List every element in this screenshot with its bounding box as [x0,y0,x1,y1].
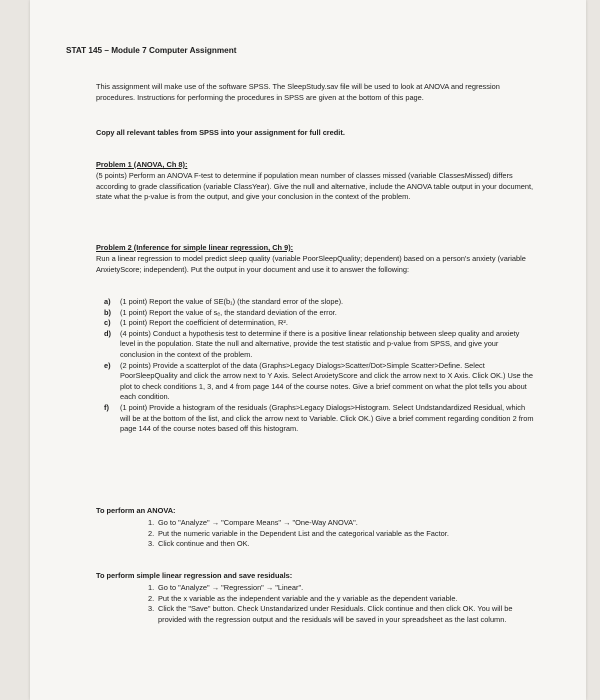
problem2-item-e: e) (2 points) Provide a scatterplot of the data (Graphs>Legacy Dialogs>Scatter/Dot>Simple Scatter>Define. Select PoorSleepQuality and click the arrow next to Y Axis. Select AnxietyScore and click the arrow next to X Axis. Click OK.) Use the plot to check conditions 1, 3, and 4 from page 144 of the course notes. Give a brief comment on what the plot tells you about each condition. [104,360,533,402]
problem2-section [96,243,534,275]
document-title: STAT 145 – Module 7 Computer Assignment [66,46,237,55]
problem2-item-f: f) (1 point) Provide a histogram of the residuals (Graphs>Legacy Dialogs>Histogram. Select Undstandardized Residual, which will be at the bottom of the list, and click the arrow next to Variable. Click OK.) Give a brief comment regarding condition 2 from page 144 of the course notes based off this histogram. [104,402,534,434]
problem1-section [96,160,534,203]
anova-step-2: 2. Put the numeric variable in the Dependent List and the categorical variable as the Factor. [148,528,449,538]
problem1-heading: Problem 1 (ANOVA, Ch 8): [96,160,188,169]
regression-step-1: 1. Go to "Analyze" → "Regression" → "Linear". [148,583,304,592]
problem2-item-d: d) (4 points) Conduct a hypothesis test to determine if there is a positive linear relationship between sleep quality and anxiety level in the population. State the null and alternative, provide the test statistic and p-value from SPSS, and give your conclusion in the context of the problem. [104,328,520,359]
regression-step-2: 2. Put the x variable as the independent variable and the y variable as the dependent variable. [148,593,458,603]
regression-howto-heading: To perform simple linear regression and save residuals: [96,571,293,580]
regression-step-3: 3. Click the "Save" button. Check Unstandarized under Residuals. Click continue and then click OK. You will be provided with the regression output and the residuals will be saved in your spreadsheet as the last column. [148,604,513,624]
regression-howto-steps [148,583,528,625]
problem2-item-b: b) (1 point) Report the value of sₑ, the standard deviation of the error. [104,307,337,317]
anova-step-3: 3. Click continue and then OK. [148,539,250,549]
anova-howto-heading: To perform an ANOVA: [96,506,176,515]
problem2-heading: Problem 2 (Inference for simple linear regression, Ch 9): [96,243,294,252]
copy-note: Copy all relevant tables from SPSS into your assignment for full credit. [96,128,345,137]
intro-paragraph: This assignment will make use of the software SPSS. The SleepStudy.sav file will be used to look at ANOVA and regression procedures. Instructions for performing the procedures in SPSS are given at the bottom of this page. [96,82,500,102]
problem1-body: (5 points) Perform an ANOVA F-test to determine if population mean number of classes missed (variable ClassesMissed) differs according to grade classification (variable ClassYear). Give the null and alternative, include the ANOVA table output in your document, state what the p-value is from the output, and give your conclusion in the context of the problem. [96,170,534,202]
problem2-item-a: a) (1 point) Report the value of SE(b₁) (the standard error of the slope). [104,297,344,306]
anova-howto-steps [148,518,538,550]
problem2-body: Run a linear regression to model predict sleep quality (variable PoorSleepQuality; dependent) based on a person's anxiety (variable AnxietyScore; independent). Put the output in your document and use it to answer the following: [96,253,526,274]
problem2-items [104,297,534,435]
problem2-item-c: c) (1 point) Report the coefficient of determination, R². [104,318,288,328]
anova-step-1: 1. Go to "Analyze" → "Compare Means" → "One-Way ANOVA". [148,518,358,527]
